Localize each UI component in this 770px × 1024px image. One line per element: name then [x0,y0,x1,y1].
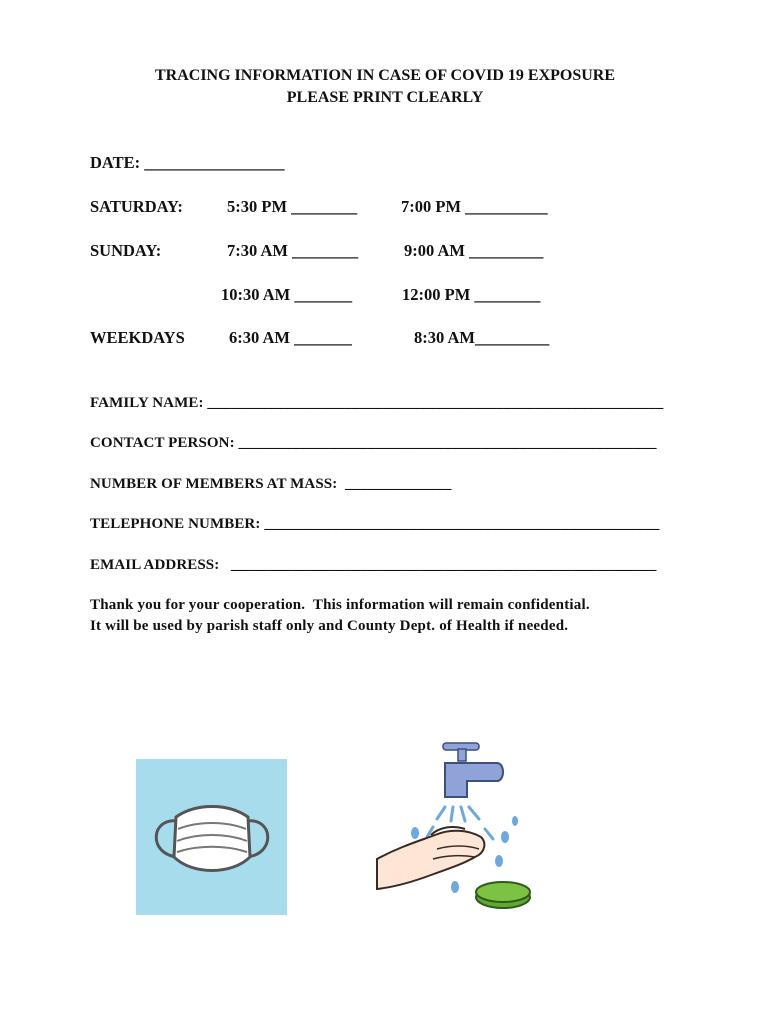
sunday-730am-field[interactable]: 7:30 AM ________ [227,241,359,260]
contact-person-field[interactable]: CONTACT PERSON: _______________________________________________________ [90,435,657,451]
weekdays-830am-field[interactable]: 8:30 AM_________ [414,328,550,347]
date-field[interactable]: DATE: _________________ [90,153,285,172]
weekdays-630am-field[interactable]: 6:30 AM _______ [229,328,352,347]
saturday-label: SATURDAY: [90,197,183,216]
saturday-530pm-field[interactable]: 5:30 PM ________ [227,197,358,216]
sunday-1200pm-field[interactable]: 12:00 PM ________ [402,285,541,304]
email-field[interactable]: EMAIL ADDRESS: ________________________________________________________ [90,557,657,573]
telephone-field[interactable]: TELEPHONE NUMBER: ____________________________________________________ [90,516,660,532]
hand-washing-icon [375,737,550,915]
confidentiality-note-line1: Thank you for your cooperation. This information will remain confidential. [90,597,590,613]
members-at-mass-field[interactable]: NUMBER OF MEMBERS AT MASS: ______________ [90,476,452,492]
family-name-field[interactable]: FAMILY NAME: ____________________________________________________________ [90,395,664,411]
sunday-1030am-field[interactable]: 10:30 AM _______ [221,285,353,304]
sunday-label: SUNDAY: [90,241,162,260]
confidentiality-note-line2: It will be used by parish staff only and County Dept. of Health if needed. [90,618,569,634]
face-mask-icon [136,759,287,915]
saturday-700pm-field[interactable]: 7:00 PM __________ [401,197,548,216]
weekdays-label: WEEKDAYS [90,328,185,347]
form-title: TRACING INFORMATION IN CASE OF COVID 19 EXPOSURE [154,67,616,84]
form-subtitle: PLEASE PRINT CLEARLY [286,89,484,106]
sunday-900am-field[interactable]: 9:00 AM _________ [404,241,544,260]
